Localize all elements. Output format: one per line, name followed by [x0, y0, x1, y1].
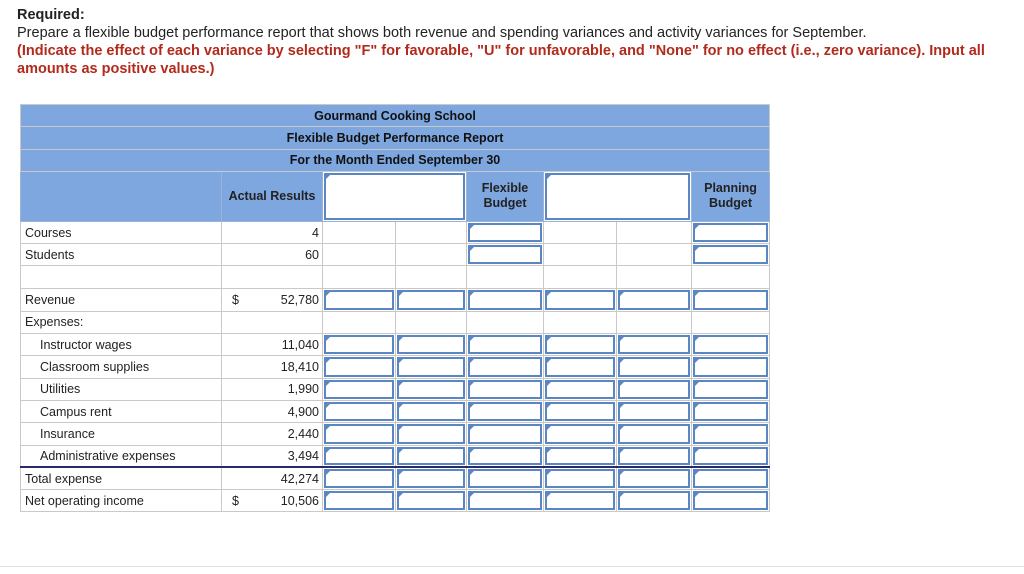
classroom-supplies-label: Classroom supplies: [21, 356, 222, 378]
campus-rent-variance-2-input[interactable]: [544, 400, 617, 422]
instructor-wages-planning-input[interactable]: [692, 334, 770, 356]
admin-expenses-variance-1-input[interactable]: [323, 445, 396, 467]
admin-expenses-flexible-input[interactable]: [467, 445, 544, 467]
row-classroom-supplies: [21, 356, 770, 378]
utilities-variance-1-input[interactable]: [323, 378, 396, 400]
blank-header: [21, 171, 222, 221]
insurance-variance-2-effect[interactable]: [617, 423, 692, 445]
instructor-wages-variance-2-input[interactable]: [544, 334, 617, 356]
total-expense-planning-input[interactable]: [692, 467, 770, 489]
utilities-variance-2-input[interactable]: [544, 378, 617, 400]
noi-variance-2-input[interactable]: [544, 490, 617, 512]
classroom-supplies-variance-2-input[interactable]: [544, 356, 617, 378]
row-insurance: [21, 423, 770, 445]
variance-header-1-input[interactable]: [323, 171, 467, 221]
campus-rent-planning-input[interactable]: [692, 400, 770, 422]
insurance-variance-1-input[interactable]: [323, 423, 396, 445]
required-heading: Required:: [17, 7, 85, 23]
utilities-label: Utilities: [21, 378, 222, 400]
utilities-variance-2-effect[interactable]: [617, 378, 692, 400]
expenses-label: Expenses:: [21, 311, 222, 333]
classroom-supplies-variance-1-effect[interactable]: [396, 356, 467, 378]
noi-variance-1-input[interactable]: [323, 490, 396, 512]
instructor-wages-actual: 11,040: [222, 334, 323, 356]
students-flexible-input[interactable]: [467, 244, 544, 266]
instructor-wages-label: Instructor wages: [21, 334, 222, 356]
row-instructor-wages: [21, 334, 770, 356]
dollar-sign: $: [232, 293, 239, 308]
planning-budget-header: Planning Budget: [692, 171, 770, 221]
campus-rent-variance-2-effect[interactable]: [617, 400, 692, 422]
revenue-variance-1-input[interactable]: [323, 289, 396, 311]
courses-flexible-input[interactable]: [467, 221, 544, 243]
row-students: [21, 244, 770, 266]
revenue-planning-input[interactable]: [692, 289, 770, 311]
classroom-supplies-variance-1-input[interactable]: [323, 356, 396, 378]
net-operating-income-label: Net operating income: [21, 490, 222, 512]
total-expense-flexible-input[interactable]: [467, 467, 544, 489]
insurance-label: Insurance: [21, 423, 222, 445]
revenue-actual: $ 52,780: [222, 289, 323, 311]
total-expense-variance-1-effect[interactable]: [396, 467, 467, 489]
campus-rent-label: Campus rent: [21, 400, 222, 422]
courses-planning-input[interactable]: [692, 221, 770, 243]
bottom-divider: [0, 566, 1024, 567]
row-expenses-heading: [21, 311, 770, 333]
instructor-wages-variance-1-input[interactable]: [323, 334, 396, 356]
total-expense-actual: 42,274: [222, 467, 323, 489]
total-expense-label: Total expense: [21, 467, 222, 489]
admin-expenses-variance-2-effect[interactable]: [617, 445, 692, 467]
noi-planning-input[interactable]: [692, 490, 770, 512]
insurance-variance-2-input[interactable]: [544, 423, 617, 445]
admin-expenses-variance-1-effect[interactable]: [396, 445, 467, 467]
instructor-wages-flexible-input[interactable]: [467, 334, 544, 356]
admin-expenses-actual: 3,494: [222, 445, 323, 467]
noi-variance-2-effect[interactable]: [617, 490, 692, 512]
campus-rent-actual: 4,900: [222, 400, 323, 422]
admin-expenses-label: Administrative expenses: [21, 445, 222, 467]
noi-flexible-input[interactable]: [467, 490, 544, 512]
report-title: Flexible Budget Performance Report: [21, 127, 770, 149]
flexible-budget-report: [20, 104, 770, 512]
instructor-wages-variance-2-effect[interactable]: [617, 334, 692, 356]
students-planning-input[interactable]: [692, 244, 770, 266]
dollar-sign: $: [232, 493, 239, 508]
students-label: Students: [21, 244, 222, 266]
row-administrative-expenses: [21, 445, 770, 467]
row-campus-rent: [21, 400, 770, 422]
row-revenue: [21, 289, 770, 311]
instructor-wages-variance-1-effect[interactable]: [396, 334, 467, 356]
courses-label: Courses: [21, 221, 222, 243]
row-total-expense: [21, 467, 770, 489]
instructions-body: Prepare a flexible budget performance report that shows both revenue and spending variances and activity variances for September.: [17, 25, 867, 41]
insurance-actual: 2,440: [222, 423, 323, 445]
revenue-variance-1-effect[interactable]: [396, 289, 467, 311]
report-period: For the Month Ended September 30: [21, 149, 770, 171]
row-net-operating-income: [21, 490, 770, 512]
courses-actual: 4: [222, 221, 323, 243]
admin-expenses-variance-2-input[interactable]: [544, 445, 617, 467]
flexible-budget-header: Flexible Budget: [467, 171, 544, 221]
instructions-note: (Indicate the effect of each variance by selecting "F" for favorable, "U" for unfavorable, and "None" for no effect (i.e., zero variance). Input all amounts as positive values.): [17, 43, 985, 77]
campus-rent-variance-1-input[interactable]: [323, 400, 396, 422]
revenue-variance-2-effect[interactable]: [617, 289, 692, 311]
classroom-supplies-actual: 18,410: [222, 356, 323, 378]
campus-rent-flexible-input[interactable]: [467, 400, 544, 422]
revenue-flexible-input[interactable]: [467, 289, 544, 311]
insurance-flexible-input[interactable]: [467, 423, 544, 445]
utilities-variance-1-effect[interactable]: [396, 378, 467, 400]
classroom-supplies-planning-input[interactable]: [692, 356, 770, 378]
noi-variance-1-effect[interactable]: [396, 490, 467, 512]
total-expense-variance-2-input[interactable]: [544, 467, 617, 489]
utilities-flexible-input[interactable]: [467, 378, 544, 400]
revenue-variance-2-input[interactable]: [544, 289, 617, 311]
actual-results-header: Actual Results: [222, 171, 323, 221]
instructions: [17, 6, 1007, 78]
classroom-supplies-variance-2-effect[interactable]: [617, 356, 692, 378]
admin-expenses-planning-input[interactable]: [692, 445, 770, 467]
campus-rent-variance-1-effect[interactable]: [396, 400, 467, 422]
insurance-planning-input[interactable]: [692, 423, 770, 445]
row-utilities: [21, 378, 770, 400]
company-name: Gourmand Cooking School: [21, 105, 770, 127]
utilities-planning-input[interactable]: [692, 378, 770, 400]
total-expense-variance-1-input[interactable]: [323, 467, 396, 489]
utilities-actual: 1,990: [222, 378, 323, 400]
net-operating-income-actual: $ 10,506: [222, 490, 323, 512]
revenue-label: Revenue: [21, 289, 222, 311]
total-expense-variance-2-effect[interactable]: [617, 467, 692, 489]
classroom-supplies-flexible-input[interactable]: [467, 356, 544, 378]
variance-header-2-input[interactable]: [544, 171, 692, 221]
insurance-variance-1-effect[interactable]: [396, 423, 467, 445]
row-courses: [21, 221, 770, 243]
students-actual: 60: [222, 244, 323, 266]
